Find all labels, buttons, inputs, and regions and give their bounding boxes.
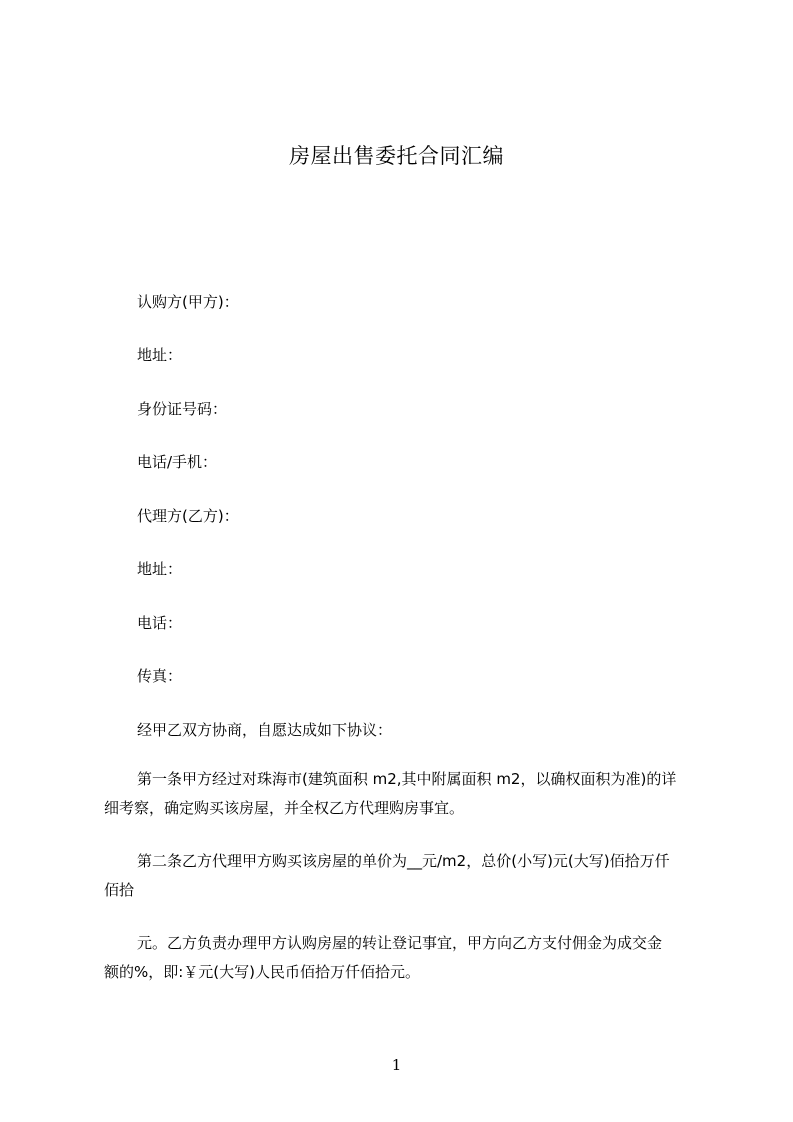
buyer-label: 认购方(甲方)： [137,293,239,311]
article-1-line-2: 细考察，确定购买该房屋，并全权乙方代理购房事宜。 [104,799,465,817]
buyer-id-label: 身份证号码： [137,400,228,418]
article-1-line-1: 第一条甲方经过对珠海市(建筑面积 m2,其中附属面积 m2，以确权面积为准)的详 [137,770,677,788]
article-2-line-2: 佰拾 [104,881,135,899]
article-2-cont-line-1: 元。乙方负责办理甲方认购房屋的转让登记事宜，甲方向乙方支付佣金为成交金 [137,934,663,952]
agent-label: 代理方(乙方)： [137,507,239,525]
article-2-cont-line-2: 额的%，即:￥元(大写)人民币佰拾万仟佰拾元。 [104,963,421,981]
document-title: 房屋出售委托合同汇编 [289,144,504,168]
buyer-phone-label: 电话/手机： [137,453,218,471]
buyer-address-label: 地址： [137,346,183,364]
intro-paragraph: 经甲乙双方协商，自愿达成如下协议： [137,721,393,739]
article-2-line-1: 第二条乙方代理甲方购买该房屋的单价为__元/m2，总价(小写)元(大写)佰拾万仟 [137,852,670,870]
article-1-paragraph [104,765,717,823]
article-2-continuation-paragraph [104,929,717,987]
agent-fax-label: 传真： [137,667,183,685]
page-number: 1 [391,1056,402,1074]
agent-address-label: 地址： [137,560,183,578]
agent-phone-label: 电话： [137,614,183,632]
article-2-paragraph [104,847,717,905]
